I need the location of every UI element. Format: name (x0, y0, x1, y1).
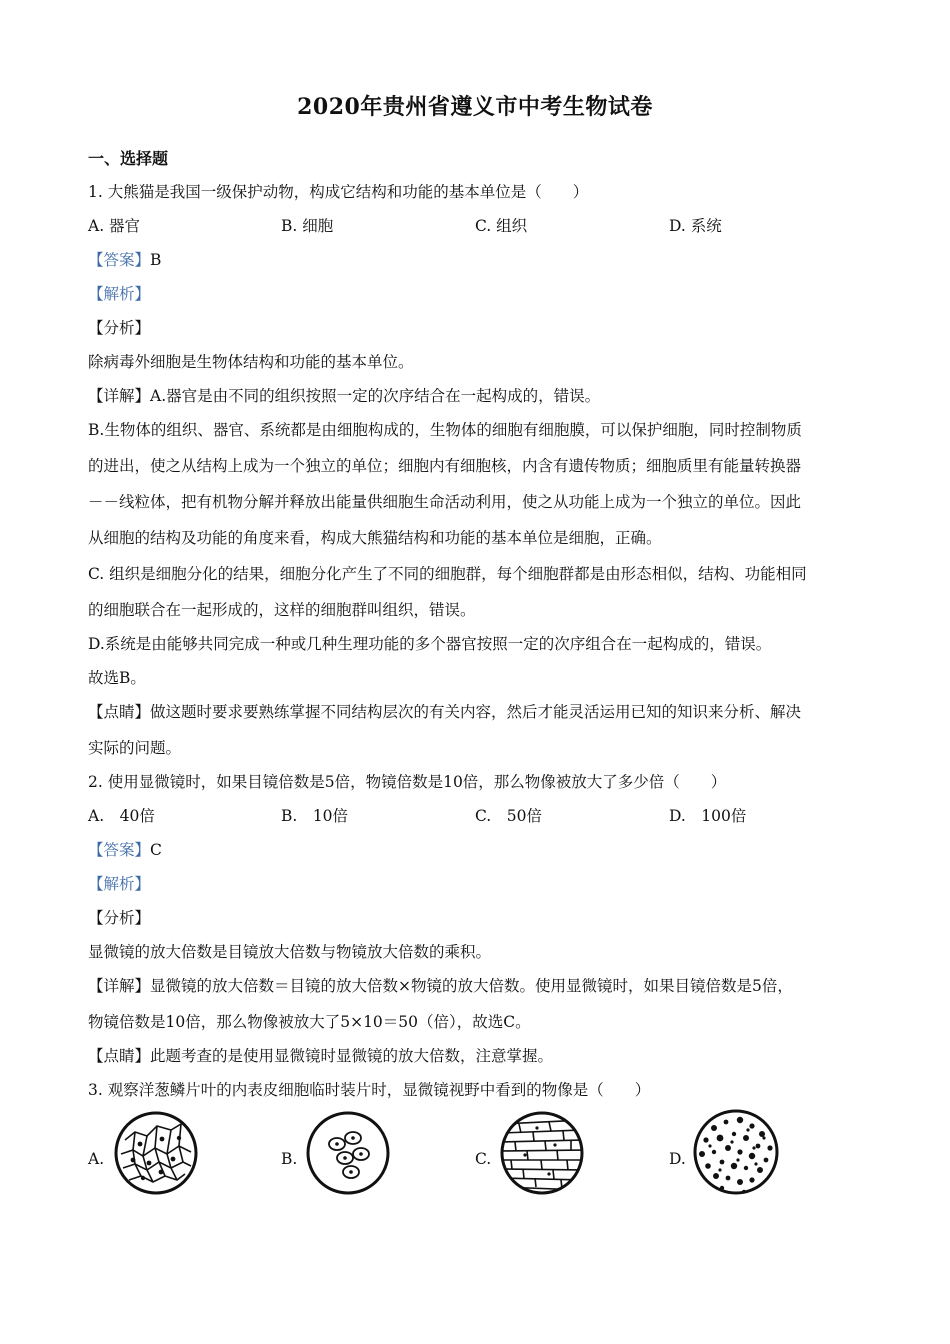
q1-fenxi-tag: 【分析】 (88, 319, 151, 337)
q2-stem: 2. 使用显微镜时，如果目镜倍数是5倍，物镜倍数是10倍，那么物像被放大了多少倍（ ） (88, 773, 727, 791)
q1-detail-line: B.生物体的组织、器官、系统都是由细胞构成的，生物体的细胞有细胞膜，可以保护细胞，同时控制物质 (88, 421, 802, 439)
q1-stem: 1. 大熊猫是我国一级保护动物，构成它结构和功能的基本单位是（ ） (88, 183, 589, 201)
q2-answer-tag: 【答案】 (88, 841, 151, 859)
q3-option-c-label: C. (475, 1150, 492, 1168)
q3-stem: 3. 观察洋葱鳞片叶的内表皮细胞临时装片时，显微镜视野中看到的物像是（ ） (88, 1081, 651, 1099)
q1-option-d: D. 系统 (669, 217, 722, 235)
q2-dianjing: 【点睛】此题考查的是使用显微镜时显微镜的放大倍数，注意掌握。 (88, 1047, 554, 1065)
q1-detail-line: 从细胞的结构及功能的角度来看，构成大熊猫结构和功能的基本单位是细胞，正确。 (88, 529, 662, 547)
q1-option-a: A. 器官 (88, 217, 141, 235)
q2-option-d: D. 100倍 (669, 807, 747, 825)
q2-option-c: C. 50倍 (475, 807, 542, 825)
q1-option-b: B. 细胞 (281, 217, 334, 235)
q1-detail-line: －－线粒体，把有机物分解并释放出能量供细胞生命活动利用，使之从功能上成为一个独立的单位。因此 (88, 493, 802, 511)
q1-detail-line: 【详解】A.器官是由不同的组织按照一定的次序结合在一起构成的，错误。 (88, 387, 601, 405)
q2-detail-line: 【详解】显微镜的放大倍数＝目镜的放大倍数×物镜的放大倍数。使用显微镜时，如果目镜倍数是5倍， (88, 977, 793, 995)
q1-dianjing-line: 【点睛】做这题时要求要熟练掌握不同结构层次的有关内容，然后才能灵活运用已知的知识来分析、解决 (88, 703, 802, 721)
q2-detail-line: 物镜倍数是10倍，那么物像被放大了5×10＝50（倍），故选C。 (88, 1013, 531, 1031)
q2-option-a: A. 40倍 (88, 807, 155, 825)
q2-answer-value: C (150, 841, 162, 859)
q1-detail-line: D.系统是由能够共同完成一种或几种生理功能的多个器官按照一定的次序组合在一起构成的，错误。 (88, 635, 772, 653)
q1-dianjing-line: 实际的问题。 (88, 739, 182, 757)
q3-figure-a (113, 1110, 199, 1196)
q1-detail-line: 的细胞联合在一起形成的，这样的细胞群叫组织，错误。 (88, 601, 476, 619)
section-heading: 一、选择题 (88, 149, 169, 168)
q2-option-b: B. 10倍 (281, 807, 349, 825)
q1-option-c: C. 组织 (475, 217, 528, 235)
q1-detail-line: 故选B。 (88, 669, 146, 687)
q1-answer (88, 248, 161, 270)
q2-jiexi-tag: 【解析】 (88, 875, 151, 893)
q2-fenxi: 显微镜的放大倍数是目镜放大倍数与物镜放大倍数的乘积。 (88, 943, 492, 961)
q1-fenxi: 除病毒外细胞是生物体结构和功能的基本单位。 (88, 353, 414, 371)
q1-answer-tag: 【答案】 (88, 251, 151, 269)
page-title: 2020年贵州省遵义市中考生物试卷 (297, 94, 653, 120)
q3-figure-c (499, 1110, 585, 1196)
q1-detail-line: C. 组织是细胞分化的结果，细胞分化产生了不同的细胞群，每个细胞群都是由形态相似，结构、功能相同 (88, 565, 807, 583)
q3-figure-d (692, 1108, 780, 1196)
q1-jiexi-tag: 【解析】 (88, 285, 151, 303)
q2-answer (88, 838, 162, 860)
q1-detail-line: 的进出，使之从结构上成为一个独立的单位；细胞内有细胞核，内含有遗传物质；细胞质里有能量转换器 (88, 457, 802, 475)
q3-option-a-label: A. (88, 1150, 105, 1168)
q2-fenxi-tag: 【分析】 (88, 909, 151, 927)
q1-answer-value: B (150, 251, 162, 269)
q3-figure-b (305, 1110, 391, 1196)
q3-option-b-label: B. (281, 1150, 298, 1168)
q3-option-d-label: D. (669, 1150, 686, 1168)
